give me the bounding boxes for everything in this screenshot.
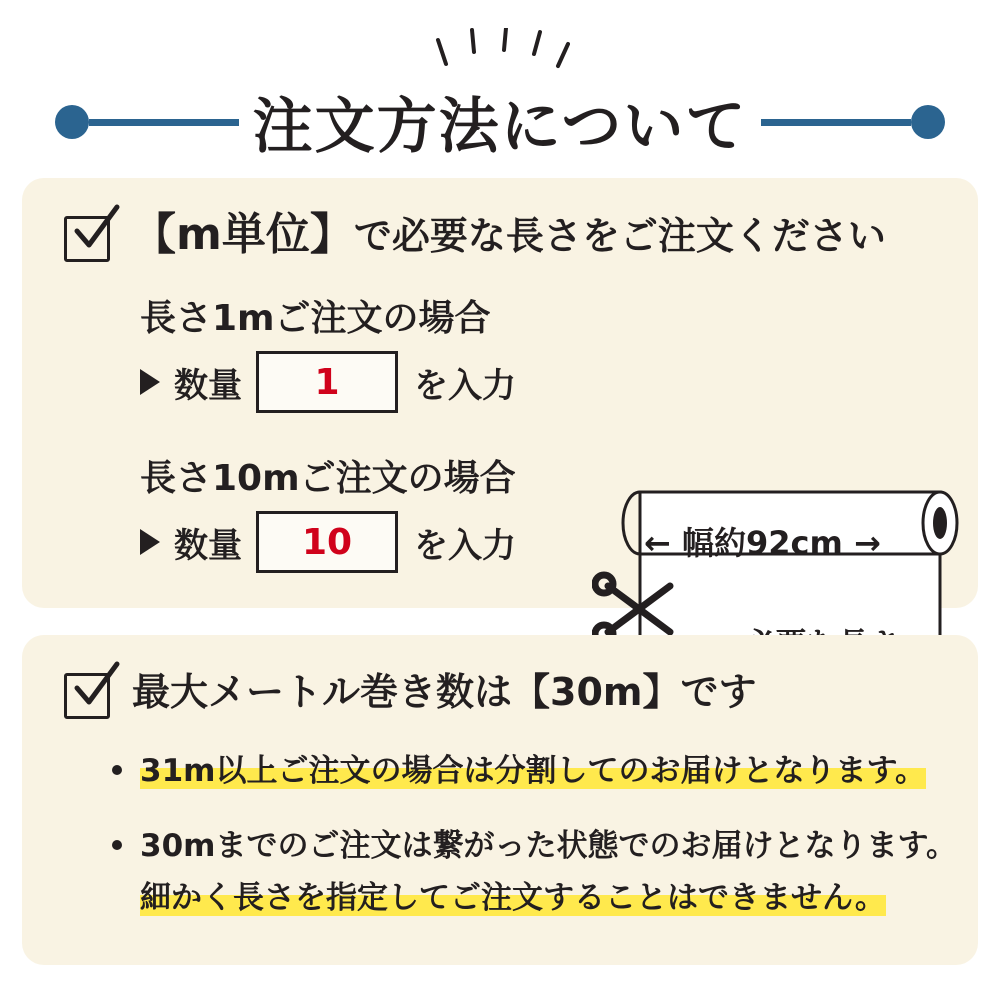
bullet-dot-icon [112,840,122,850]
order-unit-heading-bracket: 【m単位】 [132,209,354,260]
triangle-bullet-icon [140,369,160,395]
order-case-2 [140,450,516,573]
title-line-right [761,119,911,126]
max-length-bullet-2-line1: 30mまでのご注文は繋がった状態でのお届けとなります。 [140,828,957,864]
checkbox-icon [64,216,110,262]
max-length-bullet-2-line2: 細かく長さを指定してご注文することはできません。 [140,880,886,916]
page-title-row [0,82,1000,162]
order-case-2-label: 長さ10mご注文の場合 [140,458,516,499]
order-case-1-label: 長さ1mご注文の場合 [140,298,491,339]
check-mark-icon [69,203,123,257]
header [0,20,1000,170]
order-unit-heading-rest: で必要な長さをご注文ください [353,214,886,258]
order-case-2-qty-field[interactable]: 10 [256,511,398,573]
roll-width-label: ← 幅約92cm → [644,524,881,562]
page-title: 注文方法について [252,92,748,162]
order-case-1-row [140,351,516,413]
max-length-bullet-1 [140,745,926,797]
title-line-left [89,119,239,126]
order-unit-heading-row [64,210,886,262]
order-case-2-enter-label: を入力 [414,525,516,566]
checkbox-icon [64,673,110,719]
max-length-bullet-1-line1: 31m以上ご注文の場合は分割してのお届けとなります。 [140,753,926,789]
list-item [112,820,957,924]
list-item [112,745,926,797]
max-length-heading-row [64,667,756,719]
bullet-dot-icon [112,765,122,775]
title-dot-right [911,105,945,139]
order-unit-panel [22,178,978,608]
max-length-heading: 最大メートル巻き数は【30m】です [132,670,757,714]
triangle-bullet-icon [140,529,160,555]
order-case-1 [140,290,516,413]
order-case-1-qty-field[interactable]: 1 [256,351,398,413]
title-dot-left [55,105,89,139]
order-case-1-qty-label: 数量 [174,365,242,406]
order-unit-heading [132,210,886,261]
order-case-2-row [140,511,516,573]
order-case-1-enter-label: を入力 [414,365,516,406]
order-case-2-qty-label: 数量 [174,525,242,566]
check-mark-icon [69,660,123,714]
max-length-bullet-2 [140,820,957,924]
sparkle-icon [430,28,570,78]
max-length-panel [22,635,978,965]
